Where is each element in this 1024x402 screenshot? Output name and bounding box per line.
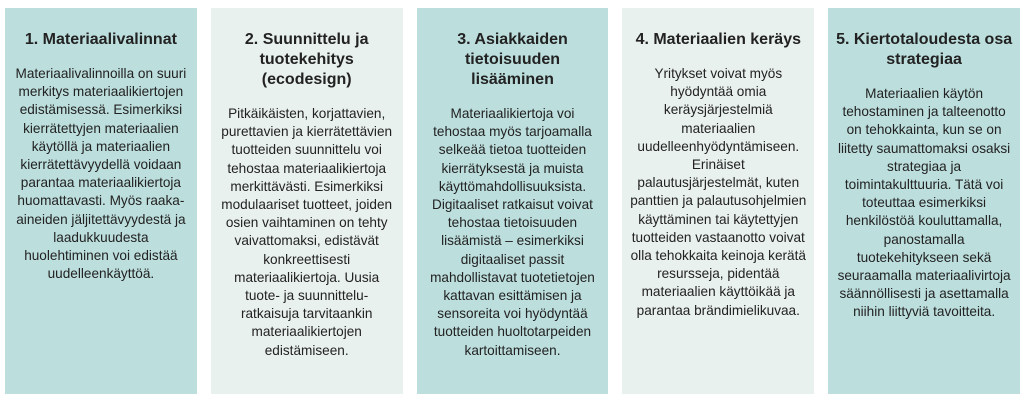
card-body-text: Pitkäikäisten, korjattavien, purettavien ja kierrätettävien tuotteiden suunnittelu voi tehostaa materiaalikiertoja merkittävästi. Esimerkiksi modulaariset tuotteet, joiden osien vaihtaminen on tehty vaivattomaksi, edistävät konkreettisesti materiaalikiertoja. Uusia tuote- ja suunnittelu-ratkaisuja tarvitaankin materiaalikiertojen edistämiseen. bbox=[221, 106, 393, 358]
card-title: 3. Asiakkaiden tietoisuuden lisääminen bbox=[457, 31, 568, 88]
card-body-text: Materiaalikiertoja voi tehostaa myös tarjoamalla selkeää tietoa tuotteiden kierrätyksestä ja muista käyttömahdollisuuksista. Digitaaliset ratkaisut voivat tehostaa tietoisuuden lisäämistä – esimerkiksi digitaaliset passit mahdollistavat tuotetietojen kattavan esittämisen ja sensoreita voi hyödyntää tuotteiden huoltotarpeiden kartoittamiseen. bbox=[430, 106, 595, 358]
card-title: 2. Suunnittelu ja tuotekehitys (ecodesign) bbox=[244, 31, 369, 88]
card-body-text: Materiaalien käytön tehostaminen ja talteenotto on tehokkainta, kun se on liitetty saumattomaksi osaksi strategiaa ja toimintakulttuuria. Tätä voi toteuttaa esimerkiksi henkilöstöä kouluttamalla, panostamalla tuotekehitykseen sekä seuraamalla materiaalivirtoja säännöllisesti ja asettamalla niihin liittyviä tavoitteita. bbox=[837, 86, 1011, 320]
card-title: 5. Kiertotaloudesta osa strategiaa bbox=[836, 31, 1013, 68]
five-step-material-cycle-cards bbox=[5, 8, 1020, 394]
card-title: 4. Materiaalien keräys bbox=[635, 31, 801, 48]
card-material-choices bbox=[5, 8, 197, 394]
card-body-text: Yritykset voivat myös hyödyntää omia keräysjärjestelmiä materiaalien uudelleenhyödyntämiseen. Erinäiset palautusjärjestelmät, kuten panttien ja palautusohjelmien käyttäminen tai käytettyjen tuotteiden vastaanotto voivat olla tehokkaita keinoja kerätä resursseja, pidentää materiaalien käyttöikää ja parantaa brändimielikuvaa. bbox=[630, 66, 807, 318]
card-material-collection bbox=[622, 8, 814, 394]
card-body-text: Materiaalivalinnoilla on suuri merkitys materiaalikiertojen edistämisessä. Esimerkiksi kierrätettyjen materiaalien käytöllä ja materiaalien kierrätettävyydellä voidaan parantaa materiaalikiertoja huomattavasti. Myös raaka-aineiden jäljitettävyydestä ja laadukkuudesta huolehtiminen voi edistää uudelleenkäyttöä. bbox=[15, 66, 187, 282]
card-title: 1. Materiaalivalinnat bbox=[24, 31, 177, 48]
card-design-ecodesign bbox=[211, 8, 403, 394]
card-customer-awareness bbox=[417, 8, 609, 394]
card-circular-economy-strategy bbox=[828, 8, 1020, 394]
